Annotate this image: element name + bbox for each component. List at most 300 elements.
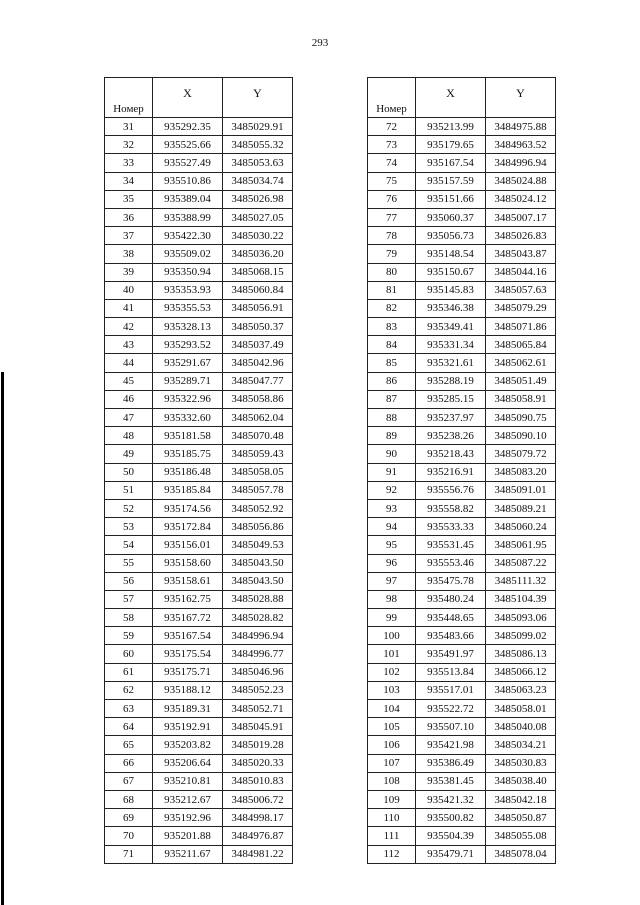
x-coordinate-cell: 935218.43 [416,445,486,463]
point-number-cell: 54 [105,536,153,554]
y-coordinate-cell: 3485046.96 [223,663,293,681]
table-row [368,427,556,445]
y-coordinate-cell: 3484981.22 [223,845,293,863]
point-number-cell: 59 [105,627,153,645]
x-coordinate-cell: 935448.65 [416,609,486,627]
table-row [368,318,556,336]
x-coordinate-cell: 935513.84 [416,663,486,681]
table-row [105,481,293,499]
y-coordinate-cell: 3484996.94 [486,154,556,172]
point-number-cell: 42 [105,318,153,336]
column-header-y: Y [486,78,556,118]
y-coordinate-cell: 3485090.10 [486,427,556,445]
point-number-cell: 31 [105,118,153,136]
x-coordinate-cell: 935389.04 [153,190,223,208]
x-coordinate-cell: 935291.67 [153,354,223,372]
point-number-cell: 92 [368,481,416,499]
x-coordinate-cell: 935331.34 [416,336,486,354]
table-row [368,554,556,572]
table-row [368,336,556,354]
y-coordinate-cell: 3485030.22 [223,227,293,245]
y-coordinate-cell: 3485057.63 [486,281,556,299]
table-row [368,572,556,590]
x-coordinate-cell: 935533.33 [416,518,486,536]
x-coordinate-cell: 935203.82 [153,736,223,754]
table-row [105,663,293,681]
y-coordinate-cell: 3485065.84 [486,336,556,354]
y-coordinate-cell: 3485079.29 [486,299,556,317]
x-coordinate-cell: 935056.73 [416,227,486,245]
y-coordinate-cell: 3485063.23 [486,681,556,699]
point-number-cell: 33 [105,154,153,172]
y-coordinate-cell: 3485043.50 [223,554,293,572]
y-coordinate-cell: 3485042.96 [223,354,293,372]
y-coordinate-cell: 3485062.61 [486,354,556,372]
x-coordinate-cell: 935148.54 [416,245,486,263]
column-header-number: Номер [368,78,416,118]
y-coordinate-cell: 3485024.88 [486,172,556,190]
point-number-cell: 35 [105,190,153,208]
table-row [105,736,293,754]
x-coordinate-cell: 935237.97 [416,409,486,427]
y-coordinate-cell: 3485070.48 [223,427,293,445]
x-coordinate-cell: 935179.65 [416,136,486,154]
table-row [105,409,293,427]
table-row [105,845,293,863]
table-row [368,136,556,154]
x-coordinate-cell: 935510.86 [153,172,223,190]
x-coordinate-cell: 935346.38 [416,299,486,317]
x-coordinate-cell: 935522.72 [416,700,486,718]
table-row [105,118,293,136]
x-coordinate-cell: 935167.54 [416,154,486,172]
table-row [368,299,556,317]
x-coordinate-cell: 935175.54 [153,645,223,663]
table-row [368,700,556,718]
table-row [105,208,293,226]
point-number-cell: 99 [368,609,416,627]
point-number-cell: 36 [105,208,153,226]
table-row [368,463,556,481]
table-row [368,245,556,263]
point-number-cell: 69 [105,809,153,827]
x-coordinate-cell: 935181.58 [153,427,223,445]
y-coordinate-cell: 3485052.23 [223,681,293,699]
x-coordinate-cell: 935186.48 [153,463,223,481]
y-coordinate-cell: 3485057.78 [223,481,293,499]
table-row [368,445,556,463]
x-coordinate-cell: 935480.24 [416,590,486,608]
y-coordinate-cell: 3485047.77 [223,372,293,390]
table-row [368,499,556,517]
y-coordinate-cell: 3485027.05 [223,208,293,226]
x-coordinate-cell: 935151.66 [416,190,486,208]
column-header-number: Номер [105,78,153,118]
table-row [368,536,556,554]
point-number-cell: 90 [368,445,416,463]
table-row [105,445,293,463]
x-coordinate-cell: 935507.10 [416,718,486,736]
point-number-cell: 43 [105,336,153,354]
table-row [105,627,293,645]
table-row [105,372,293,390]
y-coordinate-cell: 3485068.15 [223,263,293,281]
y-coordinate-cell: 3485028.82 [223,609,293,627]
table-row [368,263,556,281]
table-row [105,136,293,154]
point-number-cell: 84 [368,336,416,354]
point-number-cell: 66 [105,754,153,772]
y-coordinate-cell: 3485058.86 [223,390,293,408]
x-coordinate-cell: 935491.97 [416,645,486,663]
table-row [368,663,556,681]
point-number-cell: 72 [368,118,416,136]
point-number-cell: 39 [105,263,153,281]
point-number-cell: 34 [105,172,153,190]
y-coordinate-cell: 3485071.86 [486,318,556,336]
point-number-cell: 60 [105,645,153,663]
point-number-cell: 68 [105,790,153,808]
point-number-cell: 79 [368,245,416,263]
point-number-cell: 112 [368,845,416,863]
x-coordinate-cell: 935158.61 [153,572,223,590]
x-coordinate-cell: 935145.83 [416,281,486,299]
table-row [105,390,293,408]
point-number-cell: 105 [368,718,416,736]
point-number-cell: 65 [105,736,153,754]
table-row [368,372,556,390]
y-coordinate-cell: 3485020.33 [223,754,293,772]
x-coordinate-cell: 935353.93 [153,281,223,299]
point-number-cell: 108 [368,772,416,790]
point-number-cell: 47 [105,409,153,427]
point-number-cell: 67 [105,772,153,790]
x-coordinate-cell: 935158.60 [153,554,223,572]
y-coordinate-cell: 3485062.04 [223,409,293,427]
y-coordinate-cell: 3485034.21 [486,736,556,754]
table-row [105,463,293,481]
coordinates-table-left [104,77,293,864]
y-coordinate-cell: 3485061.95 [486,536,556,554]
point-number-cell: 50 [105,463,153,481]
y-coordinate-cell: 3485050.87 [486,809,556,827]
y-coordinate-cell: 3485043.87 [486,245,556,263]
column-header-x: X [153,78,223,118]
point-number-cell: 58 [105,609,153,627]
point-number-cell: 48 [105,427,153,445]
table-row [105,427,293,445]
y-coordinate-cell: 3485055.08 [486,827,556,845]
y-coordinate-cell: 3485056.86 [223,518,293,536]
y-coordinate-cell: 3485043.50 [223,572,293,590]
x-coordinate-cell: 935211.67 [153,845,223,863]
point-number-cell: 62 [105,681,153,699]
table-row [368,645,556,663]
point-number-cell: 81 [368,281,416,299]
point-number-cell: 70 [105,827,153,845]
y-coordinate-cell: 3485038.40 [486,772,556,790]
table-row [105,609,293,627]
y-coordinate-cell: 3485111.32 [486,572,556,590]
point-number-cell: 56 [105,572,153,590]
point-number-cell: 98 [368,590,416,608]
point-number-cell: 94 [368,518,416,536]
table-body-left [105,118,293,864]
table-row [368,481,556,499]
y-coordinate-cell: 3484996.77 [223,645,293,663]
table-row [105,754,293,772]
table-row [105,772,293,790]
point-number-cell: 96 [368,554,416,572]
x-coordinate-cell: 935185.75 [153,445,223,463]
x-coordinate-cell: 935525.66 [153,136,223,154]
point-number-cell: 102 [368,663,416,681]
table-row [105,245,293,263]
table-row [105,590,293,608]
x-coordinate-cell: 935349.41 [416,318,486,336]
y-coordinate-cell: 3485052.71 [223,700,293,718]
point-number-cell: 73 [368,136,416,154]
x-coordinate-cell: 935322.96 [153,390,223,408]
table-row [368,590,556,608]
table-row [368,227,556,245]
table-row [105,318,293,336]
table-row [368,736,556,754]
point-number-cell: 55 [105,554,153,572]
table-row [368,827,556,845]
table-row [105,227,293,245]
point-number-cell: 93 [368,499,416,517]
y-coordinate-cell: 3485044.16 [486,263,556,281]
x-coordinate-cell: 935150.67 [416,263,486,281]
point-number-cell: 86 [368,372,416,390]
point-number-cell: 87 [368,390,416,408]
x-coordinate-cell: 935216.91 [416,463,486,481]
point-number-cell: 78 [368,227,416,245]
x-coordinate-cell: 935500.82 [416,809,486,827]
y-coordinate-cell: 3485045.91 [223,718,293,736]
x-coordinate-cell: 935162.75 [153,590,223,608]
table-row [368,609,556,627]
table-row [105,354,293,372]
x-coordinate-cell: 935332.60 [153,409,223,427]
x-coordinate-cell: 935167.72 [153,609,223,627]
point-number-cell: 49 [105,445,153,463]
table-row [105,154,293,172]
column-header-x: X [416,78,486,118]
x-coordinate-cell: 935531.45 [416,536,486,554]
x-coordinate-cell: 935292.35 [153,118,223,136]
x-coordinate-cell: 935558.82 [416,499,486,517]
table-row [105,518,293,536]
point-number-cell: 40 [105,281,153,299]
x-coordinate-cell: 935172.84 [153,518,223,536]
x-coordinate-cell: 935156.01 [153,536,223,554]
table-row [105,700,293,718]
point-number-cell: 32 [105,136,153,154]
x-coordinate-cell: 935285.15 [416,390,486,408]
point-number-cell: 37 [105,227,153,245]
point-number-cell: 104 [368,700,416,718]
point-number-cell: 109 [368,790,416,808]
x-coordinate-cell: 935421.32 [416,790,486,808]
point-number-cell: 38 [105,245,153,263]
y-coordinate-cell: 3485066.12 [486,663,556,681]
x-coordinate-cell: 935422.30 [153,227,223,245]
point-number-cell: 53 [105,518,153,536]
point-number-cell: 110 [368,809,416,827]
point-number-cell: 80 [368,263,416,281]
point-number-cell: 85 [368,354,416,372]
table-row [105,681,293,699]
table-row [368,172,556,190]
y-coordinate-cell: 3485053.63 [223,154,293,172]
point-number-cell: 103 [368,681,416,699]
y-coordinate-cell: 3485010.83 [223,772,293,790]
y-coordinate-cell: 3485036.20 [223,245,293,263]
y-coordinate-cell: 3485087.22 [486,554,556,572]
y-coordinate-cell: 3485090.75 [486,409,556,427]
table-row [105,645,293,663]
x-coordinate-cell: 935189.31 [153,700,223,718]
column-header-y: Y [223,78,293,118]
table-row [105,718,293,736]
point-number-cell: 57 [105,590,153,608]
table-row [368,354,556,372]
y-coordinate-cell: 3484996.94 [223,627,293,645]
point-number-cell: 89 [368,427,416,445]
y-coordinate-cell: 3485078.04 [486,845,556,863]
table-row [105,499,293,517]
x-coordinate-cell: 935185.84 [153,481,223,499]
y-coordinate-cell: 3485019.28 [223,736,293,754]
table-row [105,809,293,827]
y-coordinate-cell: 3485104.39 [486,590,556,608]
table-row [368,409,556,427]
table-row [368,772,556,790]
x-coordinate-cell: 935509.02 [153,245,223,263]
table-row [368,627,556,645]
y-coordinate-cell: 3485056.91 [223,299,293,317]
x-coordinate-cell: 935381.45 [416,772,486,790]
table-row [105,336,293,354]
y-coordinate-cell: 3485059.43 [223,445,293,463]
x-coordinate-cell: 935517.01 [416,681,486,699]
x-coordinate-cell: 935321.61 [416,354,486,372]
x-coordinate-cell: 935328.13 [153,318,223,336]
table-row [368,390,556,408]
table-row [105,172,293,190]
point-number-cell: 41 [105,299,153,317]
y-coordinate-cell: 3485029.91 [223,118,293,136]
point-number-cell: 64 [105,718,153,736]
y-coordinate-cell: 3485026.83 [486,227,556,245]
point-number-cell: 82 [368,299,416,317]
x-coordinate-cell: 935210.81 [153,772,223,790]
table-row [368,718,556,736]
x-coordinate-cell: 935174.56 [153,499,223,517]
x-coordinate-cell: 935175.71 [153,663,223,681]
table-row [368,518,556,536]
x-coordinate-cell: 935483.66 [416,627,486,645]
y-coordinate-cell: 3485007.17 [486,208,556,226]
x-coordinate-cell: 935388.99 [153,208,223,226]
x-coordinate-cell: 935475.78 [416,572,486,590]
point-number-cell: 45 [105,372,153,390]
point-number-cell: 44 [105,354,153,372]
point-number-cell: 75 [368,172,416,190]
x-coordinate-cell: 935201.88 [153,827,223,845]
y-coordinate-cell: 3484963.52 [486,136,556,154]
y-coordinate-cell: 3485042.18 [486,790,556,808]
y-coordinate-cell: 3485060.24 [486,518,556,536]
point-number-cell: 91 [368,463,416,481]
point-number-cell: 63 [105,700,153,718]
y-coordinate-cell: 3484976.87 [223,827,293,845]
table-row [368,154,556,172]
x-coordinate-cell: 935192.91 [153,718,223,736]
table-row [368,281,556,299]
table-row [105,572,293,590]
y-coordinate-cell: 3485060.84 [223,281,293,299]
x-coordinate-cell: 935238.26 [416,427,486,445]
y-coordinate-cell: 3485086.13 [486,645,556,663]
y-coordinate-cell: 3485050.37 [223,318,293,336]
table-row [105,190,293,208]
table-row [368,845,556,863]
x-coordinate-cell: 935556.76 [416,481,486,499]
table-row [105,554,293,572]
y-coordinate-cell: 3485028.88 [223,590,293,608]
y-coordinate-cell: 3485052.92 [223,499,293,517]
x-coordinate-cell: 935421.98 [416,736,486,754]
x-coordinate-cell: 935213.99 [416,118,486,136]
table-header-row [368,78,556,118]
y-coordinate-cell: 3485058.05 [223,463,293,481]
y-coordinate-cell: 3485030.83 [486,754,556,772]
point-number-cell: 74 [368,154,416,172]
x-coordinate-cell: 935386.49 [416,754,486,772]
table-row [105,536,293,554]
y-coordinate-cell: 3485083.20 [486,463,556,481]
point-number-cell: 83 [368,318,416,336]
y-coordinate-cell: 3485051.49 [486,372,556,390]
point-number-cell: 61 [105,663,153,681]
x-coordinate-cell: 935289.71 [153,372,223,390]
x-coordinate-cell: 935288.19 [416,372,486,390]
y-coordinate-cell: 3485089.21 [486,499,556,517]
x-coordinate-cell: 935060.37 [416,208,486,226]
table-row [105,299,293,317]
table-row [368,190,556,208]
x-coordinate-cell: 935350.94 [153,263,223,281]
y-coordinate-cell: 3485026.98 [223,190,293,208]
y-coordinate-cell: 3484975.88 [486,118,556,136]
x-coordinate-cell: 935157.59 [416,172,486,190]
y-coordinate-cell: 3485079.72 [486,445,556,463]
x-coordinate-cell: 935504.39 [416,827,486,845]
x-coordinate-cell: 935293.52 [153,336,223,354]
y-coordinate-cell: 3485093.06 [486,609,556,627]
table-row [105,281,293,299]
point-number-cell: 71 [105,845,153,863]
point-number-cell: 52 [105,499,153,517]
point-number-cell: 106 [368,736,416,754]
y-coordinate-cell: 3485034.74 [223,172,293,190]
x-coordinate-cell: 935479.71 [416,845,486,863]
x-coordinate-cell: 935206.64 [153,754,223,772]
point-number-cell: 51 [105,481,153,499]
